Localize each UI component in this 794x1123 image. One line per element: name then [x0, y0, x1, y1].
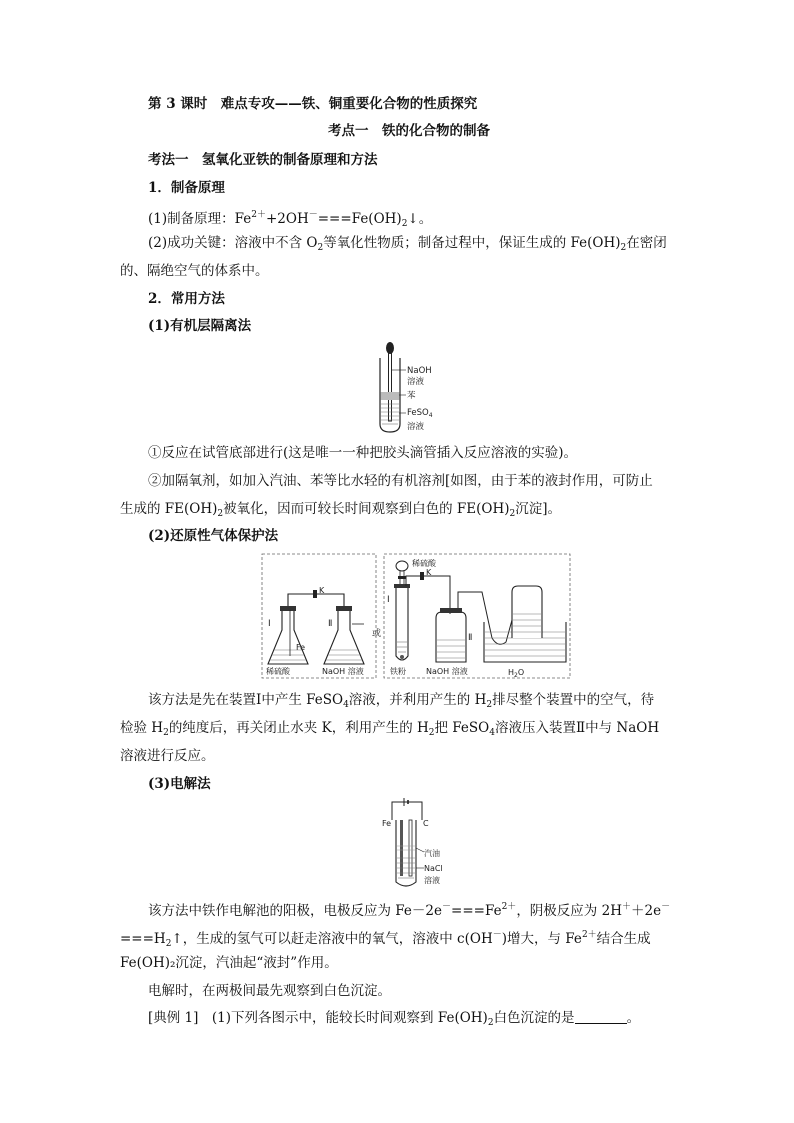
label-or: 或	[372, 629, 382, 639]
principle-heading: 1．制备原理	[148, 180, 225, 196]
label-naoh: NaOH	[407, 366, 432, 376]
gas-line-2: 检验 $H_2$的纯度后，再关闭止水夹 K，利用产生的 $H_2$把 FeSO$_4$溶液压入装置Ⅱ中与 NaOH	[120, 720, 660, 738]
section-title: 考点一 铁的化合物的制备	[328, 123, 490, 139]
figure-organic-layer	[370, 340, 450, 436]
label-iron-powder: 铁粉	[390, 667, 406, 676]
label-dilute-acid-2: 稀硫酸	[412, 559, 436, 568]
label-i: Ⅰ	[268, 619, 271, 629]
gas-line-3: 溶液进行反应。	[120, 748, 215, 764]
example-question: [典例 1] (1)下列各图示中，能较长时间观察到 $Fe(OH)_2$白色沉淀的是 。	[148, 1010, 641, 1028]
label-benzene: 苯	[407, 391, 416, 401]
sub2-heading: (2)还原性气体保护法	[148, 528, 279, 544]
answer-blank[interactable]	[575, 1009, 627, 1024]
label-dilute-acid: 稀硫酸	[266, 667, 290, 676]
label-c-electrode: C	[423, 819, 429, 828]
key-line-2: 的、隔绝空气的体系中。	[120, 263, 269, 279]
label-fe: Fe	[296, 643, 306, 652]
electrolysis-line-3: Fe(OH)₂沉淀，汽油起“液封”作用。	[120, 955, 338, 971]
label-h2o: $H_2O$	[508, 668, 525, 679]
label-ii-2: Ⅱ	[468, 633, 473, 643]
label-k-2: K	[426, 568, 432, 577]
note-2-line-2: 生成的 $FE(OH)_2$被氧化，因而可较长时间观察到白色的 $FE(OH)_2$沉淀]。	[120, 501, 562, 519]
electrolysis-line-1: 该方法中铁作电解池的阳极，电极反应为 $Fe-2e^-===Fe^{2+}$，阴极反应为 2H＋＋2e－	[148, 902, 671, 919]
label-nacl: NaCl	[424, 864, 443, 873]
label-k: K	[319, 586, 325, 595]
electrolysis-line-4: 电解时，在两极间最先观察到白色沉淀。	[148, 983, 391, 999]
label-i-2: Ⅰ	[387, 595, 390, 605]
label-solution-1: 溶液	[407, 377, 425, 387]
principle-equation: (1)制备原理：$Fe^{2+}+2OH^-===Fe(OH)_2↓$。	[148, 210, 433, 229]
label-gasoline: 汽油	[424, 849, 440, 858]
label-feso4: FeSO$_4$	[407, 408, 433, 419]
label-solution-2: 溶液	[407, 422, 425, 432]
label-solution-3: 溶液	[424, 876, 440, 885]
methods-heading: 2．常用方法	[148, 291, 225, 307]
label-fe-electrode: Fe	[382, 819, 392, 828]
note-1: ①反应在试管底部进行(这是唯一一种把胶头滴管插入反应溶液的实验)。	[148, 445, 578, 461]
lesson-title: 第 3 课时 难点专攻——铁、铜重要化合物的性质探究	[148, 96, 478, 112]
key-line-1: (2)成功关键：溶液中不含 $O_2$等氧化性物质；制备过程中，保证生成的 $Fe(OH)_2$在密闭	[148, 235, 667, 253]
label-naoh-solution-2: NaOH 溶液	[426, 667, 468, 676]
figure-electrolysis	[376, 798, 456, 890]
sub1-heading: (1)有机层隔离法	[148, 318, 252, 334]
electrolysis-line-2: $===H_2↑$，生成的氢气可以赶走溶液中的氧气，溶液中 c(OH－)增大，与 $Fe^{2+}$结合生成	[120, 930, 651, 949]
gas-line-1: 该方法是先在装置Ⅰ中产生 FeSO$_4$溶液，并利用产生的 $H_2$排尽整个装置中的空气，待	[148, 692, 655, 710]
sub3-heading: (3)电解法	[148, 776, 211, 792]
label-naoh-solution: NaOH 溶液	[322, 667, 364, 676]
figure-gas-protection	[260, 552, 572, 682]
method-heading: 考法一 氢氧化亚铁的制备原理和方法	[148, 152, 378, 168]
label-ii: Ⅱ	[328, 619, 333, 629]
note-2-line-1: ②加隔氧剂，如加入汽油、苯等比水轻的有机溶剂[如图，由于苯的液封作用，可防止	[148, 473, 653, 489]
